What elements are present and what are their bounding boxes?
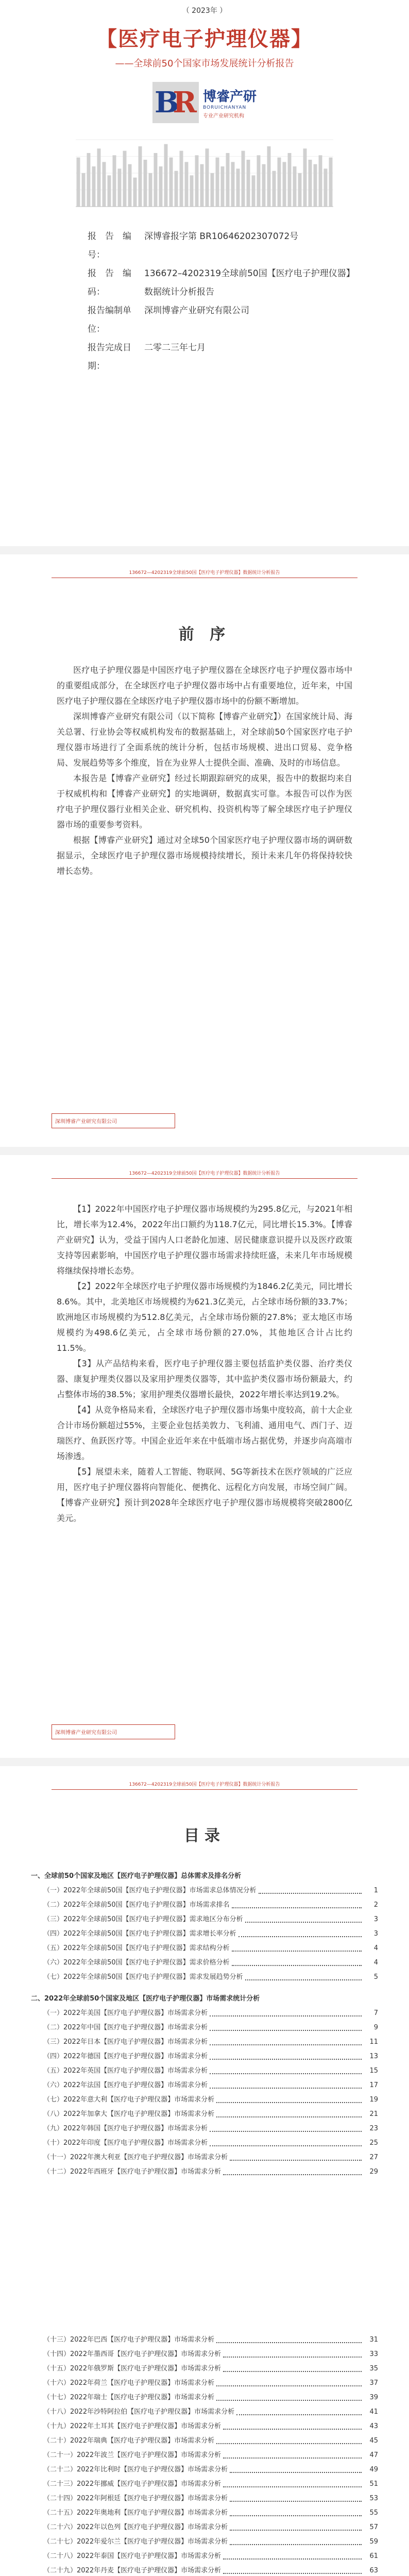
- chart-bar: [123, 151, 127, 207]
- chart-bar: [97, 148, 101, 207]
- toc-page-number: 23: [369, 2125, 378, 2132]
- toc-leader-dots: [223, 2448, 362, 2459]
- toc-page-number: 5: [373, 1973, 378, 1981]
- toc-entry[interactable]: [31, 2006, 378, 2021]
- toc-entry[interactable]: [31, 2564, 378, 2576]
- chart-bar: [211, 173, 214, 207]
- toc-page-number: 55: [369, 2509, 378, 2517]
- toc-list: [31, 1869, 378, 2179]
- toc-page-number: 3: [373, 1916, 378, 1923]
- toc-page-number: 31: [369, 2336, 378, 2344]
- chart-bar: [242, 151, 245, 207]
- info-value: 深博睿报字第 BR10646202307072号: [144, 231, 299, 242]
- company-logo: [0, 82, 409, 123]
- toc-entry-title: （二十三）2022年挪威【医疗电子护理仪器】市场需求分析: [43, 2480, 221, 2488]
- toc-entry-title: （十二）2022年西班牙【医疗电子护理仪器】市场需求分析: [43, 2168, 221, 2176]
- toc-page-number: 4: [373, 1944, 378, 1952]
- logo-mark: [152, 82, 199, 123]
- logo-name-cn: 博睿产研: [202, 89, 257, 105]
- toc-leader-dots: [230, 2463, 362, 2473]
- summary-paragraph: 【5】展望未来，随着人工智能、物联网、5G等新技术在医疗领域的广泛应用，医疗电子护理仪器将向智能化、便携化、远程化方向发展，市场空间广阔。【博睿产业研究】预计到2028年全球医疗电子护理仪器市场规模将突破2800亿美元。: [57, 1467, 352, 1523]
- toc-leader-dots: [245, 1912, 362, 1923]
- toc-page-number: 19: [369, 2096, 378, 2104]
- chart-bar: [236, 168, 240, 207]
- chart-bar: [200, 164, 204, 207]
- chart-bar: [206, 148, 209, 207]
- info-row-number: [88, 227, 409, 264]
- page-header: 136672—4202319全球前50国【医疗电子护理仪器】数据统计分析报告: [52, 1170, 357, 1179]
- toc-page-number: 37: [369, 2379, 378, 2387]
- chart-bar: [128, 164, 132, 207]
- chart-bar: [329, 158, 333, 207]
- toc-page-number: 33: [369, 2350, 378, 2358]
- toc-entry[interactable]: [31, 2049, 378, 2064]
- chart-bar: [267, 146, 271, 207]
- toc-leader-dots: [210, 2078, 362, 2089]
- chart-bar: [113, 155, 116, 207]
- toc-entry-title: （十一）2022年澳大利亚【医疗电子护理仪器】市场需求分析: [43, 2154, 228, 2161]
- preface-paragraph: 医疗电子护理仪器是中国医疗电子护理仪器在全球医疗电子护理仪器市场中的重要组成部分，在全球医疗电子护理仪器市场中占有重要地位，近年来，中国医疗电子护理仪器在全球医疗电子护理仪器市场中的份额不断增加。: [57, 665, 352, 706]
- toc-entry-title: （十三）2022年巴西【医疗电子护理仪器】市场需求分析: [43, 2336, 215, 2344]
- logo-letter-r: R: [173, 86, 197, 120]
- toc-page-number: 61: [369, 2552, 378, 2560]
- toc-page-number: 49: [369, 2466, 378, 2473]
- preface-page: [0, 554, 409, 1147]
- info-key: 报 告 编 号：: [88, 231, 140, 260]
- info-key: 报告编制单位：: [88, 306, 131, 334]
- toc-entry-title: （一）2022年全球前50国【医疗电子护理仪器】市场需求总体情况分析: [43, 1887, 257, 1894]
- toc-entry[interactable]: [31, 2405, 378, 2419]
- toc-leader-dots: [236, 2405, 362, 2415]
- chart-bar: [288, 153, 292, 207]
- toc-leader-dots: [223, 2165, 362, 2175]
- toc-entry[interactable]: [31, 2376, 378, 2391]
- toc-entry[interactable]: [31, 2549, 378, 2564]
- chart-bar: [149, 173, 152, 207]
- chart-bar: [154, 153, 158, 207]
- toc-leader-dots: [259, 1884, 362, 1894]
- toc-entry-title: （二）2022年中国【医疗电子护理仪器】市场需求分析: [43, 2024, 208, 2031]
- chart-bar: [283, 162, 286, 207]
- toc-leader-dots: [210, 2064, 362, 2074]
- toc-entry[interactable]: [31, 2333, 378, 2347]
- chart-bar: [252, 175, 255, 207]
- info-value: 深圳博睿产业研究有限公司: [144, 306, 249, 316]
- toc-entry-title: （二十六）2022年以色列【医疗电子护理仪器】市场需求分析: [43, 2523, 228, 2531]
- chart-bar: [278, 158, 281, 207]
- chart-bar: [185, 162, 189, 207]
- info-key: 报 告 编 码：: [88, 268, 140, 297]
- page-header: 136672—4202319全球前50国【医疗电子护理仪器】数据统计分析报告: [52, 1781, 357, 1790]
- summary-paragraph: 【1】2022年中国医疗电子护理仪器市场规模约为295.8亿元，与2021年相比，增长率为12.4%，2022年出口额约为118.7亿元，同比增长15.3%。【博睿产业研究】认为，受益于国内人口老龄化加速、居民健康意识提升以及医疗政策支持等因素影响，中国医疗电子护理仪器市场需求持续旺盛，未来几年市场规模将继续保持增长态势。: [57, 1204, 352, 1276]
- toc-entry[interactable]: [31, 2448, 378, 2463]
- info-value: 二零二三年七月: [144, 343, 206, 353]
- toc-page-number: 2: [373, 1901, 378, 1909]
- toc-entry-title: （一）2022年美国【医疗电子护理仪器】市场需求分析: [43, 2009, 208, 2017]
- chart-bar: [92, 166, 96, 207]
- chart-bar: [262, 164, 266, 207]
- toc-page-number: 51: [369, 2480, 378, 2488]
- toc-page-number: 35: [369, 2365, 378, 2372]
- toc-entry[interactable]: [31, 1941, 378, 1956]
- toc-leader-dots: [223, 2362, 362, 2372]
- toc-entry-title: （十九）2022年土耳其【医疗电子护理仪器】市场需求分析: [43, 2422, 221, 2430]
- chart-bar: [195, 155, 199, 207]
- toc-entry[interactable]: [31, 2463, 378, 2477]
- toc-page-number: 47: [369, 2451, 378, 2459]
- toc-entry[interactable]: [31, 2506, 378, 2520]
- chart-bar: [221, 166, 225, 207]
- toc-entry-title: （十七）2022年瑞士【医疗电子护理仪器】市场需求分析: [43, 2394, 215, 2401]
- toc-entry[interactable]: [31, 2078, 378, 2093]
- toc-entry[interactable]: [31, 2520, 378, 2535]
- toc-entry[interactable]: [31, 2347, 378, 2362]
- toc-leader-dots: [210, 2049, 362, 2060]
- report-year: （ 2023年 ）: [182, 7, 227, 15]
- chart-bar: [108, 175, 111, 207]
- toc-leader-dots: [232, 1956, 362, 1966]
- toc-entry[interactable]: [31, 2419, 378, 2434]
- toc-entry-title: （十八）2022年沙特阿拉伯【医疗电子护理仪器】市场需求分析: [43, 2408, 235, 2416]
- toc-leader-dots: [230, 2506, 362, 2516]
- toc-leader-dots: [230, 2492, 362, 2502]
- toc-page-number: 17: [369, 2081, 378, 2089]
- report-subtitle: ——全球前50个国家市场发展统计分析报告: [115, 58, 294, 69]
- toc-page-2: [0, 2312, 409, 2576]
- info-key: 报告完成日期：: [88, 343, 131, 371]
- toc-leader-dots: [210, 2035, 362, 2045]
- toc-entry[interactable]: [31, 1970, 378, 1985]
- toc-page-number: 15: [369, 2067, 378, 2075]
- toc-leader-dots: [223, 2347, 362, 2358]
- toc-leader-dots: [230, 2535, 362, 2545]
- toc-entry-title: （六）2022年全球前50国【医疗电子护理仪器】需求价格分析: [43, 1959, 230, 1967]
- toc-page-1: [0, 1766, 409, 2312]
- toc-entry-title: （四）2022年德国【医疗电子护理仪器】市场需求分析: [43, 2053, 208, 2060]
- toc-page-number: 9: [373, 2024, 378, 2031]
- toc-page-number: 3: [373, 1930, 378, 1938]
- toc-entry-title: （十五）2022年俄罗斯【医疗电子护理仪器】市场需求分析: [43, 2365, 221, 2372]
- toc-leader-dots: [216, 2333, 362, 2343]
- chart-bar: [77, 158, 80, 207]
- toc-section-heading[interactable]: 一、全球前50个国家及地区【医疗电子护理仪器】总体需求及排名分析: [31, 1872, 242, 1880]
- chart-bar: [216, 158, 219, 207]
- chart-bar: [164, 144, 168, 207]
- toc-entry-title: （十六）2022年荷兰【医疗电子护理仪器】市场需求分析: [43, 2379, 215, 2387]
- chart-bar: [144, 160, 147, 207]
- toc-entry[interactable]: [31, 2150, 378, 2165]
- chart-bar: [82, 173, 86, 207]
- report-title: 【医疗电子护理仪器】: [96, 27, 313, 51]
- logo-tagline: 专业产业研究机构: [202, 113, 244, 119]
- toc-page-number: 13: [369, 2053, 378, 2060]
- toc-page-number: 59: [369, 2538, 378, 2546]
- toc-entry[interactable]: [31, 1884, 378, 1898]
- toc-entry-title: （七）2022年意大利【医疗电子护理仪器】市场需求分析: [43, 2096, 215, 2104]
- chart-bar: [180, 151, 183, 207]
- chart-bar: [133, 178, 137, 207]
- summary-paragraph: 【2】2022年全球医疗电子护理仪器市场规模约为1846.2亿美元，同比增长8.6%。其中，北美地区市场规模约为621.3亿美元，占全球市场份额的33.7%；欧洲地区市场规模约为512.8亿美元，占全球市场份额的27.8%；亚太地区市场规模约为498.6亿美元，占全球市场份额的27.0%，其他地区合计占比约11.5%。: [57, 1281, 352, 1353]
- toc-entry-title: （五）2022年全球前50国【医疗电子护理仪器】需求结构分析: [43, 1944, 230, 1952]
- toc-page-number: 45: [369, 2437, 378, 2445]
- cover-bar-chart: [71, 134, 338, 212]
- toc-entry-title: （二十五）2022年奥地利【医疗电子护理仪器】市场需求分析: [43, 2509, 228, 2517]
- page-header: 136672—4202319全球前50国【医疗电子护理仪器】数据统计分析报告: [52, 569, 357, 578]
- chart-bar: [309, 160, 312, 207]
- summary-body: [57, 1201, 352, 1526]
- toc-entry-title: （四）2022年全球前50国【医疗电子护理仪器】需求增长率分析: [43, 1930, 236, 1938]
- chart-bar: [118, 168, 122, 207]
- chart-bar: [103, 162, 106, 207]
- toc-entry[interactable]: [31, 1927, 378, 1941]
- toc-leader-dots: [210, 2122, 362, 2132]
- toc-entry[interactable]: [31, 2362, 378, 2376]
- toc-leader-dots: [223, 2564, 362, 2574]
- toc-entry[interactable]: [31, 2535, 378, 2549]
- toc-entry[interactable]: [31, 2107, 378, 2122]
- toc-page-number: 1: [373, 1887, 378, 1894]
- info-row-date: [88, 338, 409, 376]
- toc-entry[interactable]: [31, 2165, 378, 2179]
- toc-entry-title: （十四）2022年墨西哥【医疗电子护理仪器】市场需求分析: [43, 2350, 221, 2358]
- chart-bar: [303, 148, 307, 207]
- toc-entry[interactable]: [31, 1912, 378, 1927]
- toc-entry-title: （三）2022年日本【医疗电子护理仪器】市场需求分析: [43, 2038, 208, 2046]
- toc-entry-title: （二十二）2022年比利时【医疗电子护理仪器】市场需求分析: [43, 2466, 228, 2473]
- toc-entry[interactable]: [31, 2391, 378, 2405]
- toc-list-continued: [31, 2333, 378, 2576]
- toc-page-number: 21: [369, 2110, 378, 2118]
- preface-paragraph: 根据【博睿产业研究】通过对全球50个国家医疗电子护理仪器市场的调研数据显示，全球医疗电子护理仪器市场规模持续增长，预计未来几年仍将保持较快增长态势。: [57, 835, 352, 876]
- chart-bar: [231, 162, 235, 207]
- toc-entry[interactable]: [31, 2064, 378, 2078]
- toc-leader-dots: [216, 2093, 362, 2103]
- toc-entry[interactable]: [31, 2093, 378, 2107]
- chart-bar: [190, 175, 194, 207]
- toc-entry[interactable]: [31, 1956, 378, 1970]
- chart-bar: [175, 171, 178, 207]
- toc-page-number: 11: [369, 2038, 378, 2046]
- toc-entry[interactable]: [31, 2492, 378, 2506]
- toc-leader-dots: [238, 1927, 362, 1937]
- page-footer: 深圳博睿产业研究有限公司: [52, 1724, 175, 1739]
- toc-leader-dots: [216, 2376, 362, 2386]
- toc-entry-title: （八）2022年加拿大【医疗电子护理仪器】市场需求分析: [43, 2110, 215, 2118]
- toc-leader-dots: [230, 2150, 362, 2161]
- toc-page-number: 39: [369, 2394, 378, 2401]
- toc-leader-dots: [216, 2434, 362, 2444]
- toc-entry[interactable]: [31, 1898, 378, 1912]
- chart-bar: [324, 168, 328, 207]
- toc-entry[interactable]: [31, 2434, 378, 2448]
- toc-entry-title: （二十一）2022年波兰【医疗电子护理仪器】市场需求分析: [43, 2451, 221, 2459]
- toc-leader-dots: [210, 2021, 362, 2031]
- toc-section-heading[interactable]: 二、2022年全球前50个国家及地区【医疗电子护理仪器】市场需求统计分析: [31, 1995, 260, 2003]
- toc-entry[interactable]: [31, 2021, 378, 2035]
- toc-entry-title: （二十八）2022年泰国【医疗电子护理仪器】市场需求分析: [43, 2552, 221, 2560]
- toc-entry-title: （九）2022年韩国【医疗电子护理仪器】市场需求分析: [43, 2125, 208, 2132]
- toc-leader-dots: [232, 1898, 362, 1908]
- toc-entry-title: （六）2022年法国【医疗电子护理仪器】市场需求分析: [43, 2081, 208, 2089]
- toc-leader-dots: [230, 2520, 362, 2531]
- preface-paragraph: 本报告是【博睿产业研究】经过长期跟踪研究的成果，报告中的数据均来自于权威机构和【博睿产业研究】的实地调研，数据真实可靠。本报告可以作为医疗电子护理仪器行业相关企业、研究机构、投资机构等了解全球医疗电子护理仪器市场的重要参考资料。: [57, 773, 352, 829]
- toc-entry-title: （二十七）2022年爱尔兰【医疗电子护理仪器】市场需求分析: [43, 2538, 228, 2546]
- toc-leader-dots: [210, 2006, 362, 2016]
- toc-entry[interactable]: [31, 2136, 378, 2150]
- info-row-unit: [88, 301, 409, 338]
- toc-page-number: 29: [369, 2168, 378, 2176]
- chart-bar: [293, 166, 297, 207]
- toc-title: 目录: [184, 1827, 225, 1845]
- chart-bar: [226, 153, 230, 207]
- toc-page-number: 4: [373, 1959, 378, 1967]
- chart-bar: [139, 146, 142, 207]
- toc-entry-title: （七）2022年全球前50国【医疗电子护理仪器】需求发展趋势分析: [43, 1973, 243, 1981]
- toc-leader-dots: [223, 2477, 362, 2487]
- toc-leader-dots: [232, 1941, 362, 1952]
- toc-entry[interactable]: [31, 2035, 378, 2049]
- cover-page: [0, 0, 409, 546]
- toc-page-number: 41: [369, 2408, 378, 2416]
- toc-entry-title: （五）2022年英国【医疗电子护理仪器】市场需求分析: [43, 2067, 208, 2075]
- chart-bar: [247, 160, 250, 207]
- info-row-code: [88, 264, 409, 301]
- toc-page-number: 43: [369, 2422, 378, 2430]
- chart-bar: [159, 166, 163, 207]
- summary-paragraph: 【3】从产品结构来看，医疗电子护理仪器主要包括监护类仪器、治疗类仪器、康复护理类仪器以及家用护理类仪器等，其中监护类仪器市场份额最大，约占整体市场的38.5%；家用护理类仪器增长最快，2022年增长率达到19.2%。: [57, 1359, 352, 1399]
- toc-leader-dots: [223, 2419, 362, 2430]
- toc-entry-title: （二十）2022年瑞典【医疗电子护理仪器】市场需求分析: [43, 2437, 215, 2445]
- toc-leader-dots: [223, 2549, 362, 2560]
- toc-entry-title: （二十九）2022年丹麦【医疗电子护理仪器】市场需求分析: [43, 2567, 221, 2574]
- logo-letter-b: B: [155, 86, 179, 120]
- toc-entry-title: （十）2022年印度【医疗电子护理仪器】市场需求分析: [43, 2139, 208, 2147]
- logo-text: [203, 86, 257, 119]
- preface-body: [57, 663, 352, 879]
- toc-leader-dots: [216, 2107, 362, 2117]
- chart-bar: [257, 155, 261, 207]
- chart-bar: [169, 158, 173, 207]
- info-value: 136672–4202319全球前50国【医疗电子护理仪器】数据统计分析报告: [144, 268, 355, 297]
- toc-entry[interactable]: [31, 2477, 378, 2492]
- chart-bar: [319, 155, 322, 207]
- preface-paragraph: 深圳博睿产业研究有限公司（以下简称【博睿产业研究】）在国家统计局、海关总署、行业协会等权威机构发布的数据基础上，对全球前50个国家医疗电子护理仪器市场进行了全面系统的统计分析，包括市场规模、进出口贸易、竞争格局、发展趋势等多个维度，旨在为业界人士提供全面、准确、及时的市场信息。: [57, 711, 352, 768]
- toc-page-number: 7: [373, 2009, 378, 2017]
- chart-bar: [314, 164, 317, 207]
- toc-entry-title: （二）2022年全球前50国【医疗电子护理仪器】市场需求排名: [43, 1901, 230, 1909]
- summary-page: [0, 1155, 409, 1758]
- summary-paragraph: 【4】从竞争格局来看，全球医疗电子护理仪器市场集中度较高，前十大企业合计市场份额超过55%，主要企业包括美敦力、飞利浦、通用电气、西门子、迈瑞医疗、鱼跃医疗等。中国企业近年来在中低端市场占据优势，并逐步向高端市场渗透。: [57, 1405, 352, 1461]
- toc-leader-dots: [245, 1970, 362, 1980]
- page-footer: 深圳博睿产业研究有限公司: [52, 1113, 175, 1128]
- toc-leader-dots: [216, 2391, 362, 2401]
- toc-entry-title: （二十四）2022年阿根廷【医疗电子护理仪器】市场需求分析: [43, 2495, 228, 2502]
- logo-name-en: BORUICHANYAN: [202, 105, 247, 110]
- chart-bar: [87, 153, 91, 207]
- toc-page-number: 25: [369, 2139, 378, 2147]
- preface-title: 前 序: [178, 625, 231, 643]
- toc-page-number: 53: [369, 2495, 378, 2502]
- chart-bar: [298, 173, 302, 207]
- toc-page-number: 57: [369, 2523, 378, 2531]
- report-info: [88, 227, 409, 376]
- toc-entry-title: （三）2022年全球前50国【医疗电子护理仪器】需求地区分布分析: [43, 1916, 243, 1923]
- toc-leader-dots: [210, 2136, 362, 2146]
- chart-bar: [272, 171, 276, 207]
- toc-entry[interactable]: [31, 2122, 378, 2136]
- toc-page-number: 63: [369, 2567, 378, 2574]
- toc-page-number: 27: [369, 2154, 378, 2161]
